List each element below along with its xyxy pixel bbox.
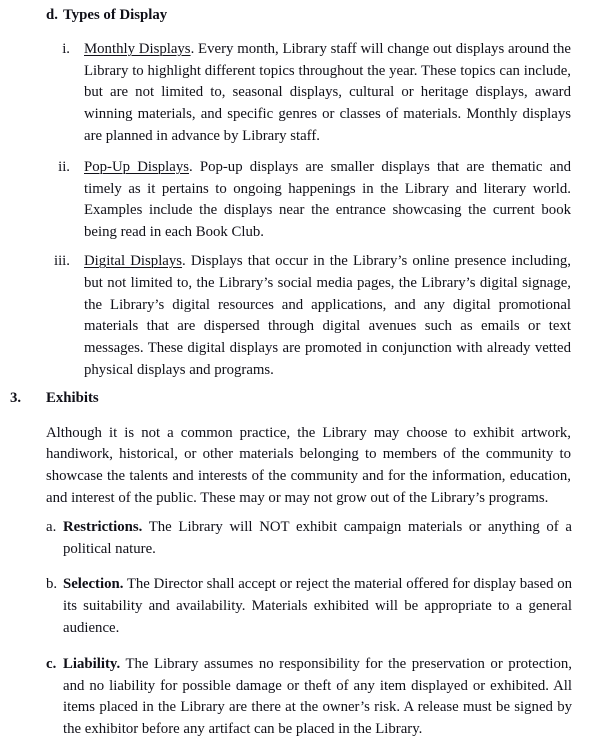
list-item-restrictions — [46, 517, 604, 561]
term-bold: Restrictions. — [63, 518, 143, 535]
exhibits-intro-paragraph: Although it is not a common practice, the Library may choose to exhibit artwork, handiwork, historical, or other materials belonging to members of the community to showcase the talents and interests of the community and for the information, education, and interest of the public. These may or may not grow out of the Library’s programs. — [46, 424, 571, 506]
list-item-liability — [46, 654, 604, 741]
section-heading-types-of-display — [46, 5, 604, 27]
list-item-popup-displays — [46, 157, 604, 244]
item-body-text: . Pop-up displays are smaller displays that are thematic and timely as it pertains to ongoing happenings in the Library and literary world. Examples include the displays near the entrance showcasing the current book being read in each Book Club. — [84, 158, 571, 241]
list-marker-iii: iii. — [53, 252, 70, 269]
item-body-text: The Library will NOT exhibit campaign materials or anything of a political nature. — [63, 518, 572, 557]
list-marker-i: i. — [62, 40, 70, 57]
term-underlined: Monthly Displays — [84, 40, 191, 57]
item-text — [84, 251, 571, 382]
section-number: 3. — [10, 389, 22, 406]
list-item-selection — [46, 574, 604, 639]
item-body-text: . Displays that occur in the Library’s online presence including, but not limited to, the Library’s social media pages, the Library’s digital signage, the Library’s digital resources and applications, and any digital promotional materials that are dispersed through digital avenues such as emails or text messages. These digital displays are promoted in conjunction with already vetted physical displays and programs. — [84, 252, 571, 378]
term-underlined: Pop-Up Displays — [84, 158, 189, 175]
item-text — [63, 517, 572, 561]
list-marker-c: c. — [46, 655, 57, 672]
list-item-digital-displays — [46, 251, 604, 382]
item-text — [63, 654, 572, 741]
section-heading-exhibits — [10, 388, 604, 410]
item-text — [84, 39, 571, 148]
list-marker-ii: ii. — [58, 158, 70, 175]
heading-label: Exhibits — [46, 389, 99, 406]
list-marker-a: a. — [46, 518, 57, 535]
list-marker-b: b. — [46, 576, 58, 593]
item-text — [84, 157, 571, 244]
item-text — [63, 574, 572, 639]
item-body-text: The Library assumes no responsibility for the preservation or protection, and no liability for possible damage or theft of any item displayed or exhibited. All items placed in the Library are there at the owner’s risk. A release must be signed by the exhibitor before any artifact can be placed in the Library. — [63, 655, 572, 738]
heading-label: Types of Display — [63, 7, 168, 23]
term-bold: Selection. — [63, 576, 124, 593]
term-bold: Liability. — [63, 655, 121, 672]
list-marker-d: d. — [46, 7, 58, 23]
list-item-monthly-displays — [46, 39, 604, 148]
item-body-text: . Every month, Library staff will change out displays around the Library to highlight different topics throughout the year. These topics can include, but are not limited to, seasonal displays, cultural or heritage displays, award winning materials, and specific genres or classes of materials. Monthly displays are planned in advance by Library staff. — [84, 40, 571, 144]
term-underlined: Digital Displays — [84, 252, 183, 269]
item-body-text: The Director shall accept or reject the material offered for display based on its suitability and availability. Materials exhibited will be appropriate to a general audience. — [63, 576, 572, 636]
